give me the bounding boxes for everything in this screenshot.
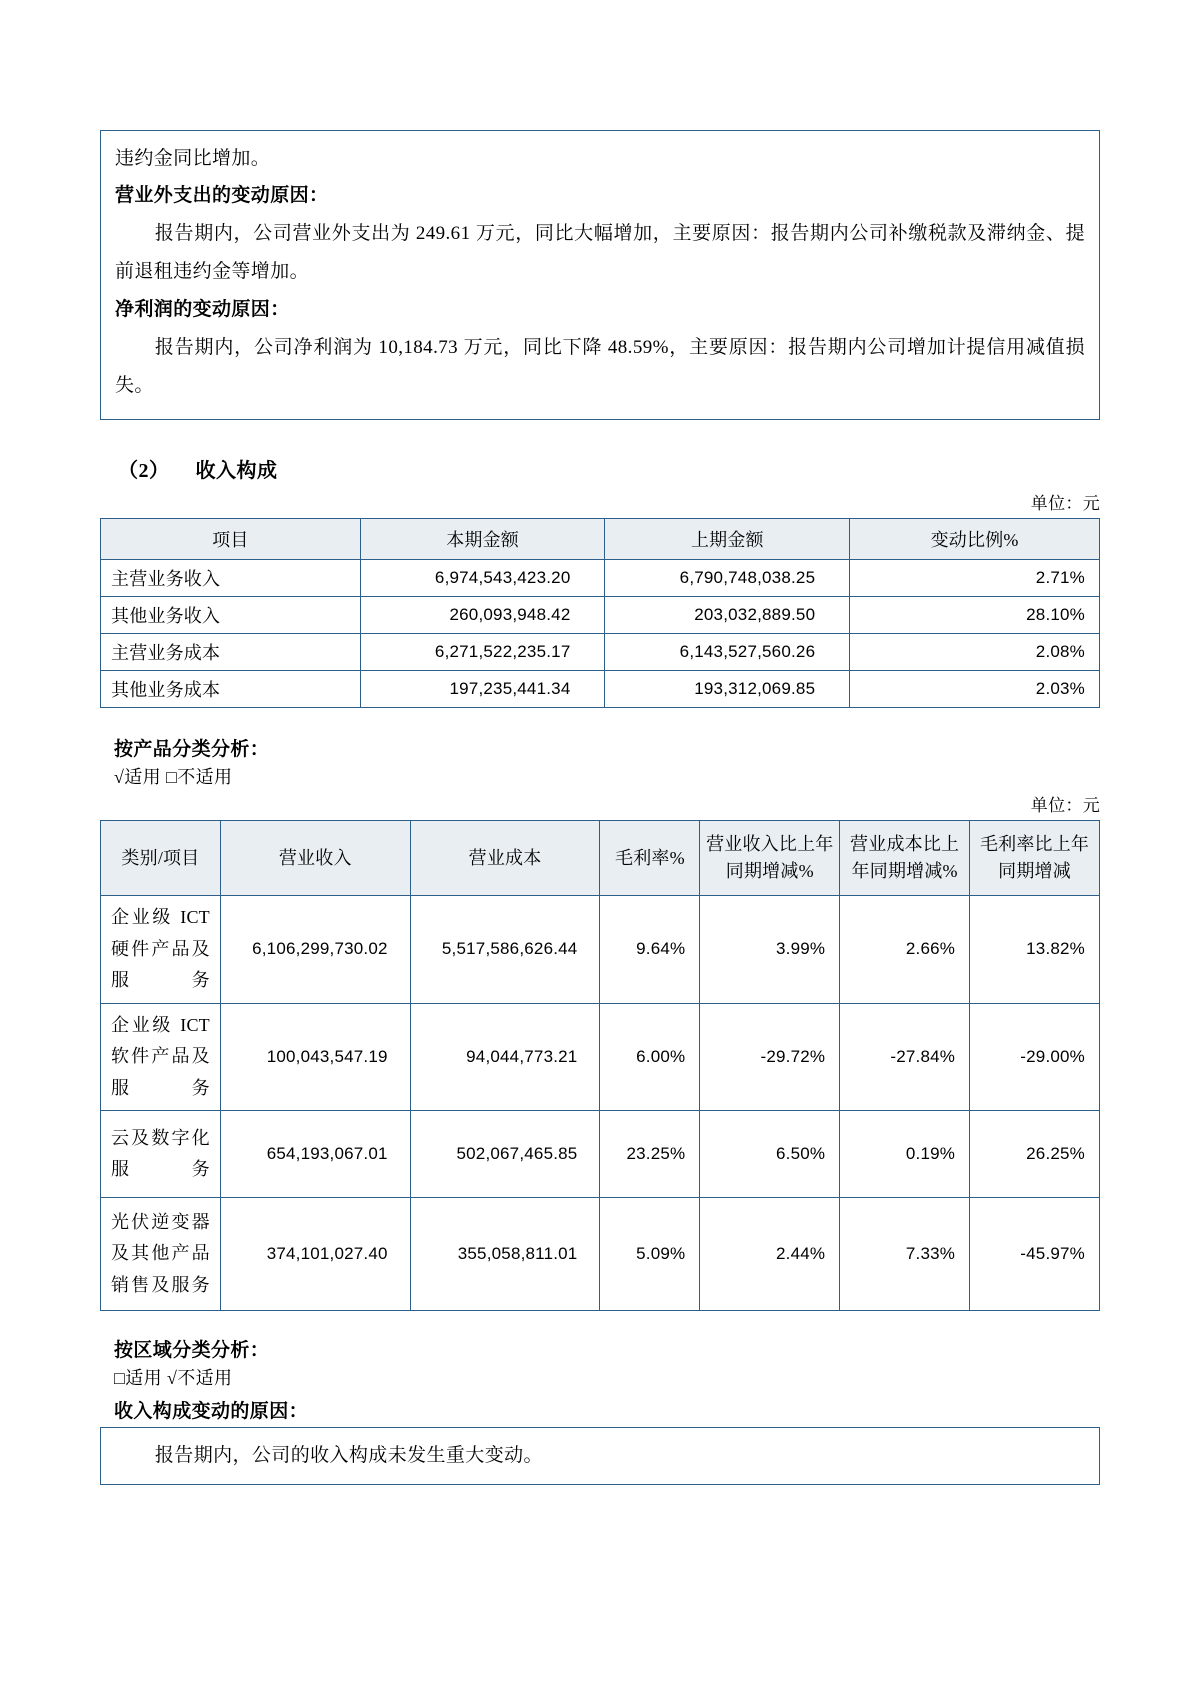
revenue-table-unit: 单位：元 xyxy=(1030,494,1100,514)
section-title xyxy=(118,454,1100,483)
cell-margin: 23.25% xyxy=(600,1111,700,1198)
cell-change: 2.03% xyxy=(850,671,1100,708)
table-row xyxy=(101,896,1100,1004)
net-profit-heading: 净利润的变动原因： xyxy=(115,299,290,321)
revenue-composition-table xyxy=(100,518,1100,708)
table-row xyxy=(101,560,1100,597)
col-operating-revenue: 营业收入 xyxy=(220,821,410,896)
cell-revenue-change: 3.99% xyxy=(700,896,840,1004)
cell-revenue: 6,106,299,730.02 xyxy=(220,896,410,1004)
cell-category: 云及数字化服务 xyxy=(101,1111,221,1198)
cell-category: 企业级 ICT 软件产品及服务 xyxy=(101,1003,221,1111)
net-profit-paragraph: 报告期内，公司净利润为 10,184.73 万元，同比下降 48.59%，主要原因：报告期内公司增加计提信用减值损失。 xyxy=(115,337,1085,397)
col-gross-margin: 毛利率% xyxy=(600,821,700,896)
table-header-row xyxy=(101,821,1100,896)
section-title-text: 收入构成 xyxy=(195,460,278,483)
cell-change: 2.71% xyxy=(850,560,1100,597)
cell-previous: 6,143,527,560.26 xyxy=(605,634,850,671)
product-analysis-heading: 按产品分类分析： xyxy=(114,739,270,761)
region-analysis-heading: 按区域分类分析： xyxy=(114,1340,270,1362)
cell-previous: 203,032,889.50 xyxy=(605,597,850,634)
col-current-amount: 本期金额 xyxy=(360,519,605,560)
col-category: 类别/项目 xyxy=(101,821,221,896)
col-operating-cost: 营业成本 xyxy=(410,821,600,896)
non-operating-expense-paragraph: 报告期内，公司营业外支出为 249.61 万元，同比大幅增加，主要原因：报告期内公司补缴税款及滞纳金、提前退租违约金等增加。 xyxy=(115,223,1085,283)
cell-revenue-change: 2.44% xyxy=(700,1198,840,1311)
cell-revenue-change: 6.50% xyxy=(700,1111,840,1198)
cell-current: 6,974,543,423.20 xyxy=(360,560,605,597)
cell-cost: 94,044,773.21 xyxy=(410,1003,600,1111)
cell-cost: 5,517,586,626.44 xyxy=(410,896,600,1004)
cell-margin-change: -29.00% xyxy=(970,1003,1100,1111)
cell-category: 光伏逆变器及其他产品销售及服务 xyxy=(101,1198,221,1311)
note-first-line: 违约金同比增加。 xyxy=(115,148,271,169)
table-row xyxy=(101,1003,1100,1111)
cell-cost: 355,058,811.01 xyxy=(410,1198,600,1311)
product-breakdown-table xyxy=(100,820,1100,1311)
col-revenue-yoy: 营业收入比上年同期增减% xyxy=(700,821,840,896)
cell-revenue: 100,043,547.19 xyxy=(220,1003,410,1111)
table-row xyxy=(101,671,1100,708)
table-row xyxy=(101,634,1100,671)
cell-cost: 502,067,465.85 xyxy=(410,1111,600,1198)
col-cost-yoy: 营业成本比上年同期增减% xyxy=(840,821,970,896)
variation-reason-box xyxy=(100,130,1100,420)
revenue-change-reason-box xyxy=(100,1427,1100,1485)
cell-margin: 6.00% xyxy=(600,1003,700,1111)
cell-revenue: 654,193,067.01 xyxy=(220,1111,410,1198)
cell-item: 其他业务成本 xyxy=(101,671,361,708)
cell-margin-change: 26.25% xyxy=(970,1111,1100,1198)
cell-cost-change: 7.33% xyxy=(840,1198,970,1311)
revenue-change-reason-text: 报告期内，公司的收入构成未发生重大变动。 xyxy=(154,1445,543,1467)
cell-item: 主营业务收入 xyxy=(101,560,361,597)
cell-previous: 6,790,748,038.25 xyxy=(605,560,850,597)
non-operating-expense-heading: 营业外支出的变动原因： xyxy=(115,185,329,207)
table-row xyxy=(101,597,1100,634)
product-applicability: √适用 □不适用 xyxy=(114,767,233,788)
col-item: 项目 xyxy=(101,519,361,560)
cell-current: 197,235,441.34 xyxy=(360,671,605,708)
cell-item: 主营业务成本 xyxy=(101,634,361,671)
cell-cost-change: -27.84% xyxy=(840,1003,970,1111)
cell-category: 企业级 ICT 硬件产品及服务 xyxy=(101,896,221,1004)
cell-item: 其他业务收入 xyxy=(101,597,361,634)
cell-margin: 9.64% xyxy=(600,896,700,1004)
cell-cost-change: 0.19% xyxy=(840,1111,970,1198)
cell-revenue-change: -29.72% xyxy=(700,1003,840,1111)
cell-change: 2.08% xyxy=(850,634,1100,671)
table-header-row xyxy=(101,519,1100,560)
cell-margin-change: -45.97% xyxy=(970,1198,1100,1311)
product-table-unit: 单位：元 xyxy=(1030,796,1100,816)
cell-margin-change: 13.82% xyxy=(970,896,1100,1004)
revenue-change-reason-heading: 收入构成变动的原因： xyxy=(114,1401,309,1423)
cell-margin: 5.09% xyxy=(600,1198,700,1311)
col-change-ratio: 变动比例% xyxy=(850,519,1100,560)
region-applicability: □适用 √不适用 xyxy=(114,1368,233,1389)
table-row xyxy=(101,1198,1100,1311)
table-row xyxy=(101,1111,1100,1198)
col-margin-yoy: 毛利率比上年同期增减 xyxy=(970,821,1100,896)
cell-cost-change: 2.66% xyxy=(840,896,970,1004)
cell-revenue: 374,101,027.40 xyxy=(220,1198,410,1311)
cell-previous: 193,312,069.85 xyxy=(605,671,850,708)
cell-change: 28.10% xyxy=(850,597,1100,634)
cell-current: 6,271,522,235.17 xyxy=(360,634,605,671)
section-number: （2） xyxy=(118,460,170,483)
col-previous-amount: 上期金额 xyxy=(605,519,850,560)
cell-current: 260,093,948.42 xyxy=(360,597,605,634)
